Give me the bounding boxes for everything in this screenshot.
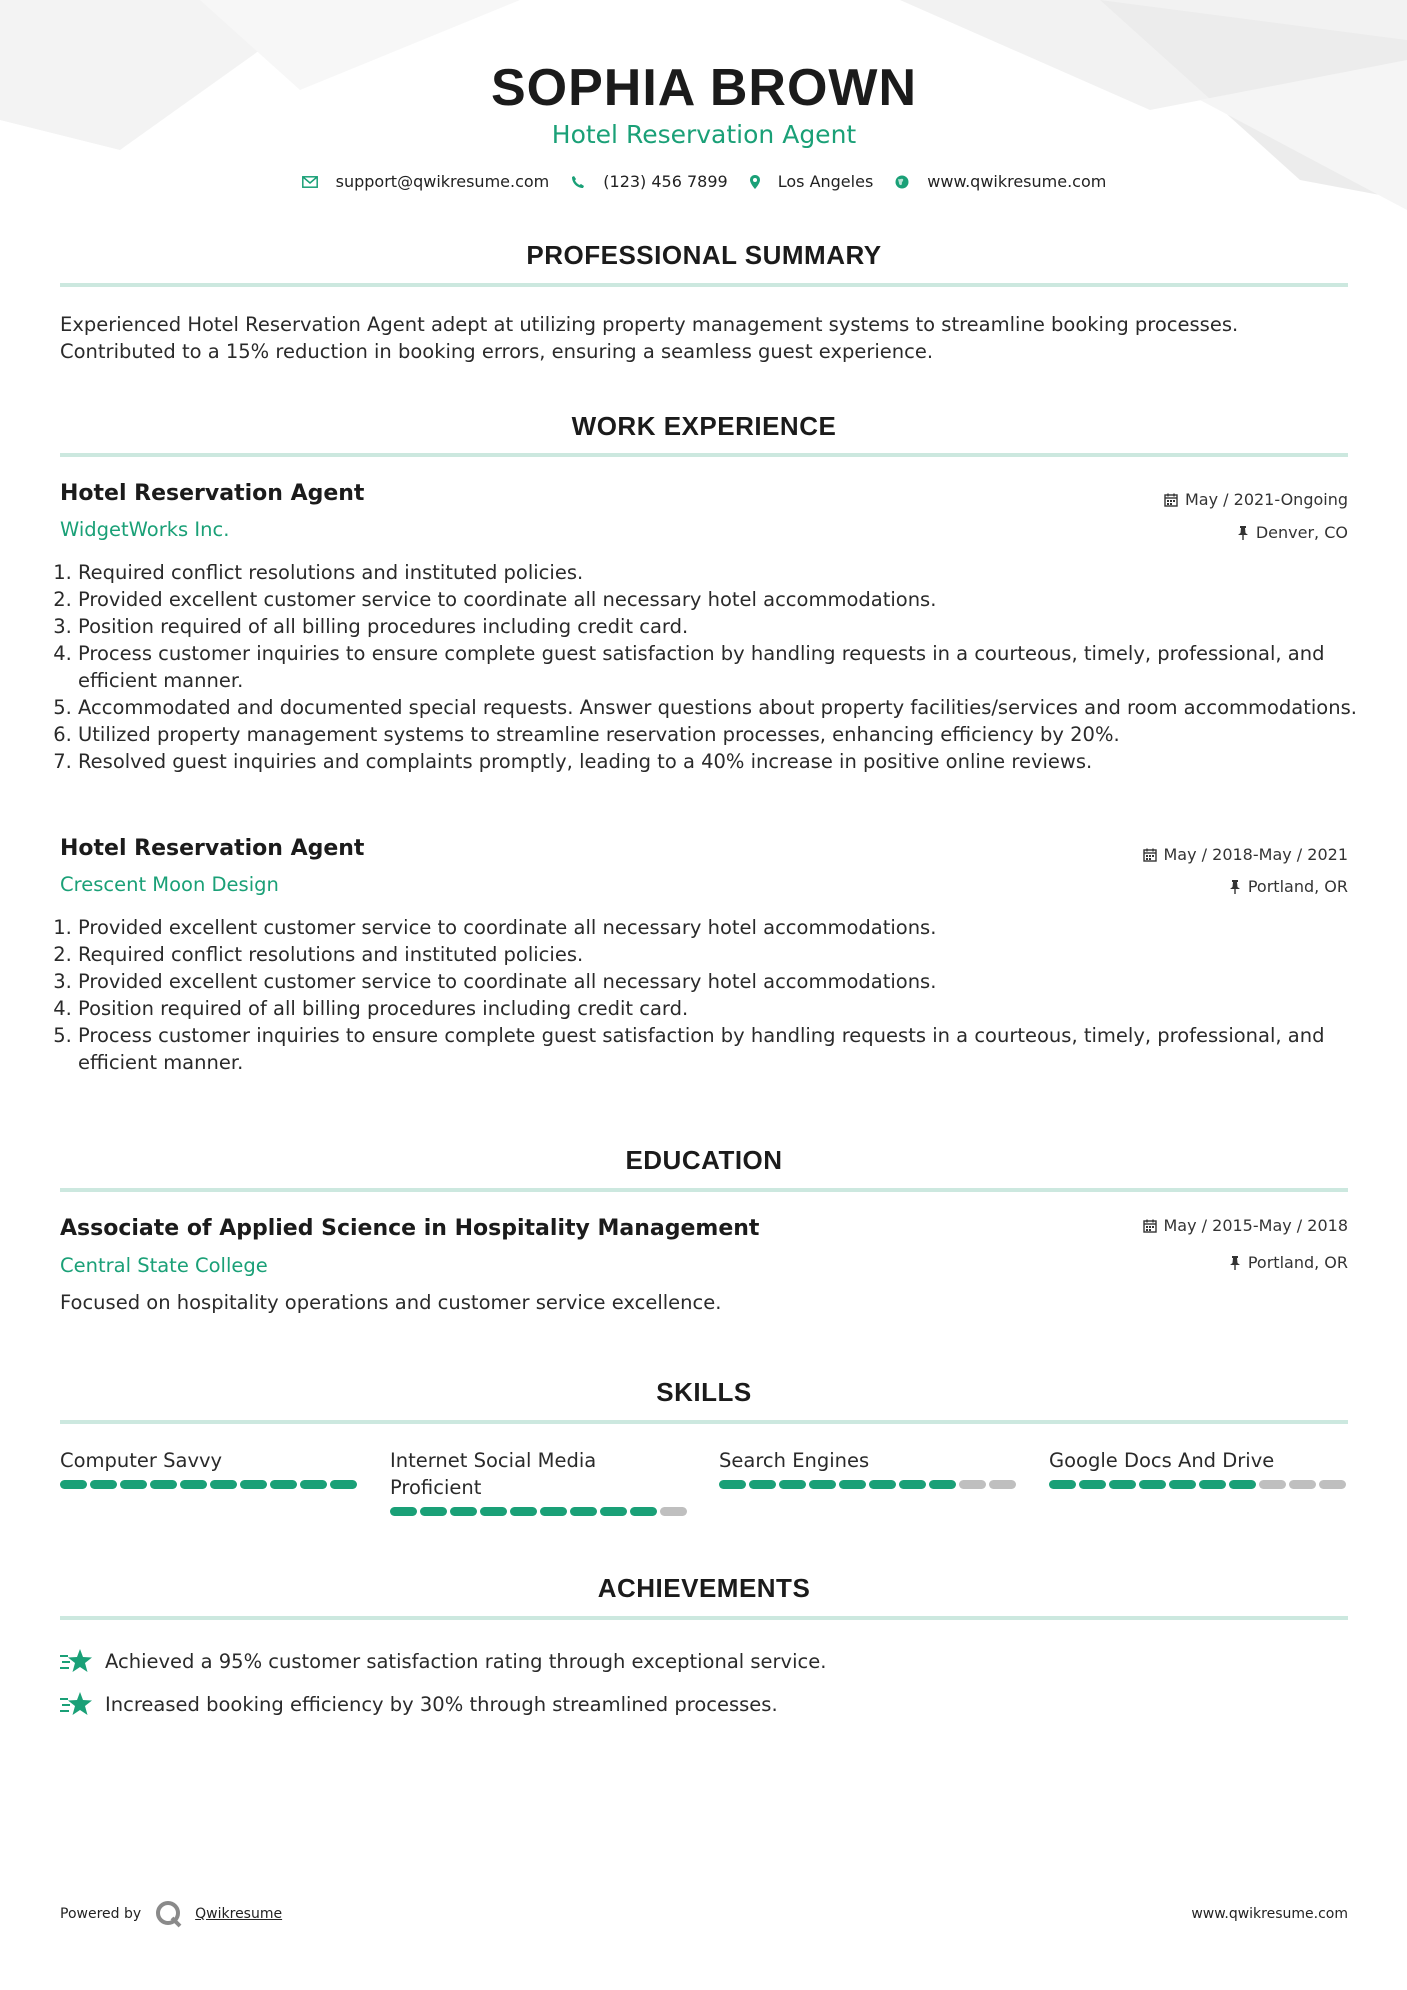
candidate-name: SOPHIA BROWN xyxy=(490,59,918,117)
experience-divider xyxy=(60,453,1348,457)
education-school: Central State College xyxy=(60,1254,268,1277)
skills-divider xyxy=(60,1420,1348,1424)
education-heading: EDUCATION xyxy=(625,1145,783,1175)
skill-internet-social-media xyxy=(390,1447,690,1516)
skill-segment-filled xyxy=(630,1507,657,1516)
footer-powered-by xyxy=(60,1900,282,1928)
skill-segment-filled xyxy=(929,1480,956,1489)
skill-rating-bar xyxy=(719,1480,1019,1489)
duty-item: 7. Resolved guest inquiries and complaints promptly, leading to a 40% increase in positive online reviews. xyxy=(78,748,1366,775)
skill-segment-filled xyxy=(390,1507,417,1516)
job-2-company: Crescent Moon Design xyxy=(60,873,279,896)
job-1-dates xyxy=(1164,490,1348,509)
skill-segment-filled xyxy=(570,1507,597,1516)
duty-item: 4. Process customer inquiries to ensure complete guest satisfaction by handling requests in a courteous, timely, professional, and efficient manner. xyxy=(78,640,1366,694)
skill-name: Computer Savvy xyxy=(60,1449,223,1472)
skill-rating-bar xyxy=(1049,1480,1349,1489)
phone-icon xyxy=(571,175,585,189)
skill-segment-filled xyxy=(869,1480,896,1489)
job-2-dates xyxy=(1143,845,1349,864)
candidate-title: Hotel Reservation Agent xyxy=(551,120,857,149)
skill-segment-filled xyxy=(240,1480,267,1489)
achievement-text: Increased booking efficiency by 30% through streamlined processes. xyxy=(105,1692,778,1716)
job-2-location-text: Portland, OR xyxy=(1247,877,1348,896)
calendar-icon xyxy=(1143,848,1157,862)
job-2-location xyxy=(1229,877,1348,896)
skill-segment-filled xyxy=(480,1507,507,1516)
duty-item: 2. Provided excellent customer service to coordinate all necessary hotel accommodations. xyxy=(78,586,1366,613)
duty-item: 2. Required conflict resolutions and instituted policies. xyxy=(78,941,1366,968)
skill-name: Search Engines xyxy=(719,1449,870,1472)
education-description: Focused on hospitality operations and customer service excellence. xyxy=(60,1291,722,1314)
footer-website[interactable]: www.qwikresume.com xyxy=(1191,1906,1348,1922)
job-1-dates-text: May / 2021-Ongoing xyxy=(1185,490,1348,509)
achievement-text: Achieved a 95% customer satisfaction rating through exceptional service. xyxy=(105,1649,827,1673)
skill-segment-filled xyxy=(150,1480,177,1489)
skill-segment-filled xyxy=(1079,1480,1106,1489)
job-2-duties xyxy=(60,914,1366,1076)
skill-segment-filled xyxy=(600,1507,627,1516)
calendar-icon xyxy=(1164,493,1178,507)
skill-segment-filled xyxy=(839,1480,866,1489)
duty-item: 3. Provided excellent customer service to coordinate all necessary hotel accommodations. xyxy=(78,968,1366,995)
skill-segment-filled xyxy=(899,1480,926,1489)
skill-segment-filled xyxy=(809,1480,836,1489)
skill-name: Internet Social Media Proficient xyxy=(390,1449,597,1499)
skill-name: Google Docs And Drive xyxy=(1049,1449,1275,1472)
skill-segment-filled xyxy=(540,1507,567,1516)
shooting-star-icon xyxy=(60,1690,93,1718)
skill-segment-empty xyxy=(989,1480,1016,1489)
location-text: Los Angeles xyxy=(777,172,874,191)
map-pin-icon xyxy=(750,175,760,189)
achievements-divider xyxy=(60,1616,1348,1620)
skill-segment-filled xyxy=(90,1480,117,1489)
duty-item: 5. Process customer inquiries to ensure complete guest satisfaction by handling requests in a courteous, timely, professional, and efficient manner. xyxy=(78,1022,1366,1076)
pushpin-icon xyxy=(1229,1256,1241,1270)
skill-rating-bar xyxy=(390,1507,690,1516)
skill-segment-filled xyxy=(1229,1480,1256,1489)
duty-item: 4. Position required of all billing procedures including credit card. xyxy=(78,995,1366,1022)
education-dates xyxy=(1143,1216,1349,1235)
contact-phone[interactable] xyxy=(571,172,727,191)
duty-item: 3. Position required of all billing procedures including credit card. xyxy=(78,613,1366,640)
education-dates-text: May / 2015-May / 2018 xyxy=(1163,1216,1348,1235)
pushpin-icon xyxy=(1237,526,1249,540)
summary-heading: PROFESSIONAL SUMMARY xyxy=(526,240,882,270)
pushpin-icon xyxy=(1229,880,1241,894)
duty-item: 6. Utilized property management systems to streamline reservation processes, enhancing efficiency by 20%. xyxy=(78,721,1366,748)
job-2-title: Hotel Reservation Agent xyxy=(60,836,365,861)
skill-segment-filled xyxy=(1169,1480,1196,1489)
job-2-dates-text: May / 2018-May / 2021 xyxy=(1163,845,1348,864)
skill-segment-empty xyxy=(1319,1480,1346,1489)
qwikresume-link[interactable]: Qwikresume xyxy=(195,1906,283,1922)
job-1-location-text: Denver, CO xyxy=(1255,523,1348,542)
skill-segment-empty xyxy=(1259,1480,1286,1489)
contact-bar xyxy=(60,172,1348,191)
achievements-heading: ACHIEVEMENTS xyxy=(597,1573,811,1603)
education-divider xyxy=(60,1188,1348,1192)
skill-segment-filled xyxy=(1109,1480,1136,1489)
skill-google-docs xyxy=(1049,1447,1349,1489)
skill-segment-filled xyxy=(450,1507,477,1516)
skill-computer-savvy xyxy=(60,1447,360,1489)
skill-segment-empty xyxy=(959,1480,986,1489)
summary-text: Experienced Hotel Reservation Agent adept at utilizing property management systems to streamline booking processes. Contributed to a 15% reduction in booking errors, ensuring a seamless guest experience. xyxy=(60,313,1239,363)
qwikresume-logo-icon xyxy=(155,1900,183,1928)
powered-by-label: Powered by xyxy=(60,1906,142,1922)
skill-search-engines xyxy=(719,1447,1019,1489)
skill-segment-filled xyxy=(749,1480,776,1489)
phone-text: (123) 456 7899 xyxy=(603,172,728,191)
contact-website[interactable] xyxy=(895,172,1106,191)
education-location-text: Portland, OR xyxy=(1247,1253,1348,1272)
skill-segment-filled xyxy=(1139,1480,1166,1489)
shooting-star-icon xyxy=(60,1647,93,1675)
skill-segment-filled xyxy=(210,1480,237,1489)
achievement-item xyxy=(60,1690,778,1718)
education-degree: Associate of Applied Science in Hospitality Management xyxy=(60,1216,760,1241)
skill-segment-filled xyxy=(420,1507,447,1516)
skill-segment-filled xyxy=(779,1480,806,1489)
achievement-item xyxy=(60,1647,826,1675)
skill-rating-bar xyxy=(60,1480,360,1489)
calendar-icon xyxy=(1143,1219,1157,1233)
duty-item: 5. Accommodated and documented special requests. Answer questions about property facilities/services and room accommodations. xyxy=(78,694,1366,721)
globe-icon xyxy=(895,175,909,189)
skill-segment-filled xyxy=(120,1480,147,1489)
skill-segment-filled xyxy=(1049,1480,1076,1489)
job-1-duties xyxy=(60,559,1366,775)
duty-item: 1. Required conflict resolutions and instituted policies. xyxy=(78,559,1366,586)
contact-location xyxy=(750,172,874,191)
skill-segment-empty xyxy=(1289,1480,1316,1489)
education-location xyxy=(1229,1253,1348,1272)
skill-segment-filled xyxy=(330,1480,357,1489)
contact-email[interactable] xyxy=(302,172,550,191)
job-1-company: WidgetWorks Inc. xyxy=(60,518,230,541)
skills-heading: SKILLS xyxy=(656,1377,752,1407)
email-text: support@qwikresume.com xyxy=(335,172,550,191)
job-1-location xyxy=(1237,523,1348,542)
skill-segment-empty xyxy=(660,1507,687,1516)
skill-segment-filled xyxy=(719,1480,746,1489)
job-1-title: Hotel Reservation Agent xyxy=(60,481,365,506)
skill-segment-filled xyxy=(270,1480,297,1489)
summary-divider xyxy=(60,283,1348,287)
skill-segment-filled xyxy=(60,1480,87,1489)
duty-item: 1. Provided excellent customer service to coordinate all necessary hotel accommodations. xyxy=(78,914,1366,941)
experience-heading: WORK EXPERIENCE xyxy=(571,411,837,441)
envelope-icon xyxy=(302,176,318,188)
website-text: www.qwikresume.com xyxy=(927,172,1107,191)
skill-segment-filled xyxy=(180,1480,207,1489)
skill-segment-filled xyxy=(510,1507,537,1516)
skill-segment-filled xyxy=(1199,1480,1226,1489)
skill-segment-filled xyxy=(300,1480,327,1489)
